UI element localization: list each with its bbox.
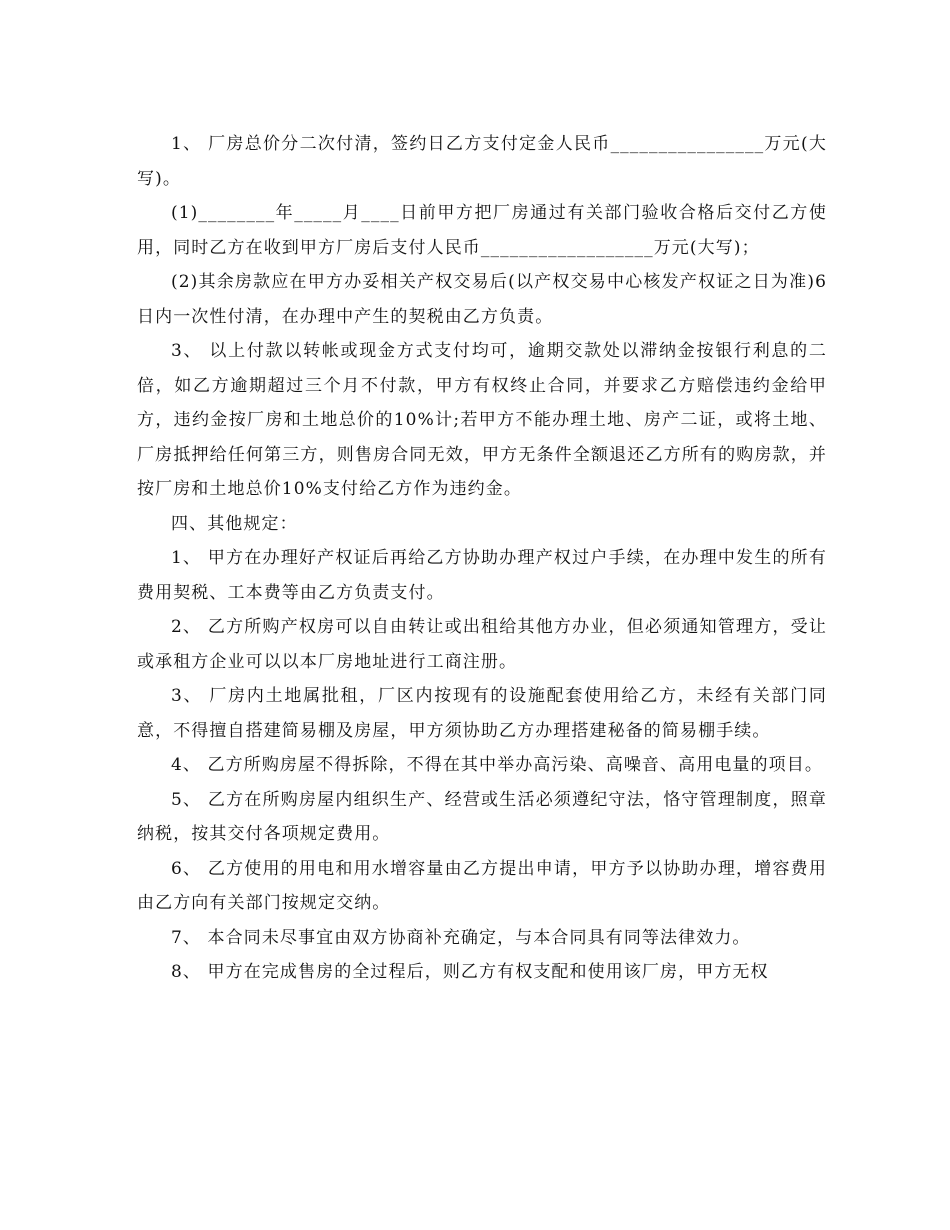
document-body [137, 127, 827, 990]
paragraph-4: 3、 以上付款以转帐或现金方式支付均可，逾期交款处以滞纳金按银行利息的二倍，如乙方逾期超过三个月不付款，甲方有权终止合同，并要求乙方赔偿违约金给甲方，违约金按厂房和土地总价的10%计;若甲方不能办理土地、房产二证，或将土地、厂房抵押给任何第三方，则售房合同无效，甲方无条件全额退还乙方所有的购房款，并按厂房和土地总价10%支付给乙方作为违约金。 [137, 341, 827, 499]
paragraph-6: 1、 甲方在办理好产权证后再给乙方协助办理产权过户手续，在办理中发生的所有费用契税、工本费等由乙方负责支付。 [137, 548, 827, 603]
paragraph-2: (1)________年_____月____日前甲方把厂房通过有关部门验收合格后交付乙方使用，同时乙方在收到甲方厂房后支付人民币__________________万元(大写)； [137, 203, 827, 258]
paragraph-1: 1、 厂房总价分二次付清，签约日乙方支付定金人民币________________万元(大写)。 [137, 134, 827, 189]
paragraph-10: 5、 乙方在所购房屋内组织生产、经营或生活必须遵纪守法，恪守管理制度，照章纳税，按其交付各项规定费用。 [137, 789, 827, 844]
paragraph-9: 4、 乙方所购房屋不得拆除，不得在其中举办高污染、高噪音、高用电量的项目。 [171, 755, 823, 775]
paragraph-8: 3、 厂房内土地属批租，厂区内按现有的设施配套使用给乙方，未经有关部门同意，不得擅自搭建简易棚及房屋，甲方须协助乙方办理搭建秘备的简易棚手续。 [137, 686, 827, 741]
paragraph-12: 7、 本合同未尽事宜由双方协商补充确定，与本合同具有同等法律效力。 [171, 927, 751, 948]
paragraph-13: 8、 甲方在完成售房的全过程后，则乙方有权支配和使用该厂房，甲方无权 [171, 962, 769, 982]
section-heading: 四、其他规定： [171, 513, 298, 534]
paragraph-7: 2、 乙方所购产权房可以自由转让或出租给其他方办业，但必须通知管理方，受让或承租方企业可以以本厂房地址进行工商注册。 [137, 617, 827, 672]
paragraph-11: 6、 乙方使用的用电和用水增容量由乙方提出申请，甲方予以协助办理，增容费用由乙方向有关部门按规定交纳。 [137, 858, 827, 913]
paragraph-3: (2)其余房款应在甲方办妥相关产权交易后(以产权交易中心核发产权证之日为准)6日内一次性付清，在办理中产生的契税由乙方负责。 [137, 272, 827, 327]
